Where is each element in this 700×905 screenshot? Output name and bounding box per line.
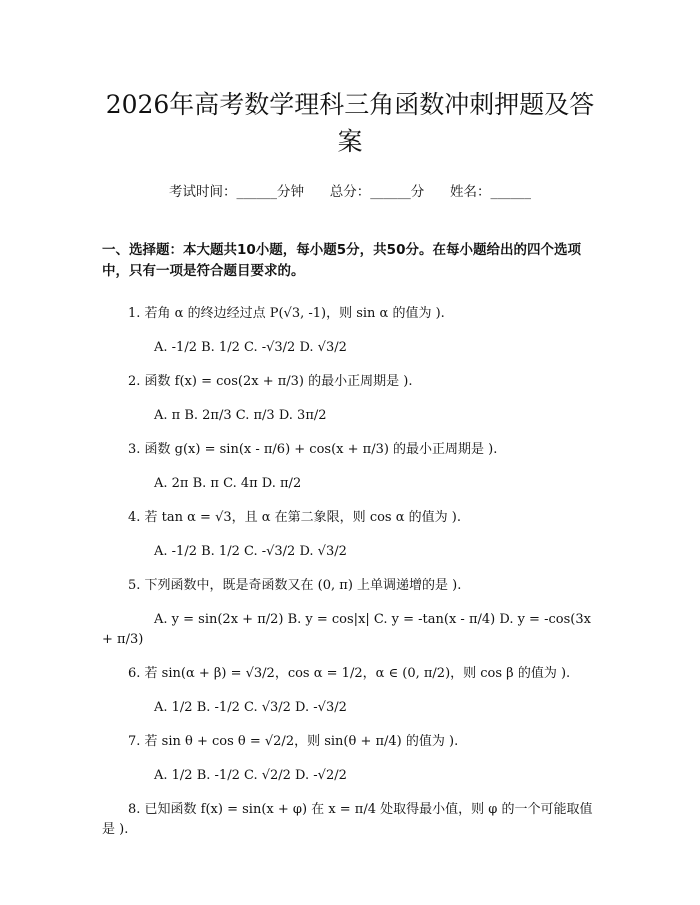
question-options: A. y = sin(2x + π/2) B. y = cos|x| C. y = -tan(x - π/4) D. y = -cos(3x + π/3) xyxy=(102,612,591,647)
question-options: A. π B. 2π/3 C. π/3 D. 3π/2 xyxy=(154,408,327,423)
question-4 xyxy=(102,508,598,562)
question-5 xyxy=(102,576,598,650)
question-stem: 6. 若 sin(α + β) = √3/2，cos α = 1/2，α ∈ (0, π/2)，则 cos β 的值为 ). xyxy=(128,666,571,681)
question-options: A. -1/2 B. 1/2 C. -√3/2 D. √3/2 xyxy=(154,340,347,355)
question-stem: 7. 若 sin θ + cos θ = √2/2，则 sin(θ + π/4) 的值为 ). xyxy=(128,734,459,749)
question-6 xyxy=(102,664,598,718)
question-3 xyxy=(102,440,598,494)
question-options: A. 1/2 B. -1/2 C. √2/2 D. -√2/2 xyxy=(154,768,347,783)
question-stem: 2. 函数 f(x) = cos(2x + π/3) 的最小正周期是 ). xyxy=(128,374,413,389)
exam-info-line: 考试时间：______分钟 总分：______分 姓名：______ xyxy=(169,184,531,200)
question-7 xyxy=(102,732,598,786)
question-options: A. 1/2 B. -1/2 C. √3/2 D. -√3/2 xyxy=(154,700,347,715)
question-8 xyxy=(102,800,598,840)
question-stem: 5. 下列函数中，既是奇函数又在 (0, π) 上单调递增的是 ). xyxy=(128,578,462,593)
question-1 xyxy=(102,304,598,358)
question-stem: 3. 函数 g(x) = sin(x - π/6) + cos(x + π/3) 的最小正周期是 ). xyxy=(128,442,498,457)
question-stem: 8. 已知函数 f(x) = sin(x + φ) 在 x = π/4 处取得最小值，则 φ 的一个可能取值是 ). xyxy=(102,802,593,837)
page-title: 2026年高考数学理科三角函数冲刺押题及答案 xyxy=(105,90,595,156)
question-options: A. 2π B. π C. 4π D. π/2 xyxy=(154,476,302,491)
question-2 xyxy=(102,372,598,426)
question-options: A. -1/2 B. 1/2 C. -√3/2 D. √3/2 xyxy=(154,544,347,559)
section-heading: 一、选择题：本大题共10小题，每小题5分，共50分。在每小题给出的四个选项中，只有一项是符合题目要求的。 xyxy=(102,242,581,279)
question-stem: 1. 若角 α 的终边经过点 P(√3, -1)，则 sin α 的值为 ). xyxy=(128,306,445,321)
question-stem: 4. 若 tan α = √3，且 α 在第二象限，则 cos α 的值为 ). xyxy=(128,510,461,525)
